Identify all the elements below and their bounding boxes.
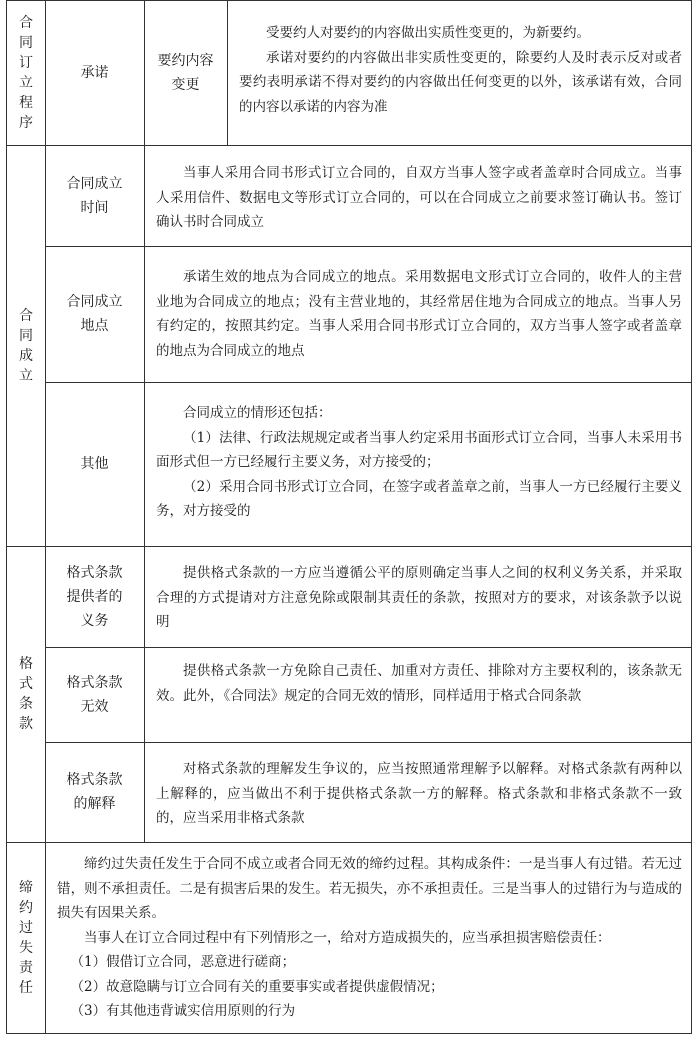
row-label-invalid bbox=[45, 647, 144, 742]
row-label-other: 其他 bbox=[80, 456, 109, 472]
row-label-text: 格式条款提供者的义务 bbox=[66, 564, 123, 629]
content-duty bbox=[144, 561, 691, 635]
row-label-text: 合同成立地点 bbox=[66, 294, 123, 334]
content-time bbox=[144, 161, 691, 235]
row-label-duty bbox=[45, 546, 144, 647]
section-label-text: 缔约过失责任 bbox=[19, 879, 33, 996]
content-invalid bbox=[144, 659, 691, 708]
paragraph: 提供格式条款一方免除自己责任、加重对方责任、排除对方主要权利的，该条款无效。此外，《合同法》规定的合同无效的情形，同样适用于格式合同条款 bbox=[156, 663, 682, 704]
contract-law-table bbox=[6, 0, 692, 1034]
paragraph: 当事人在订立合同过程中有下列情形之一，给对方造成损失的，应当承担损害赔偿责任： bbox=[84, 929, 611, 946]
row-label-time bbox=[45, 145, 144, 246]
paragraph: 承诺对要约的内容做出非实质性变更的，除要约人及时表示反对或者要约表明承诺不得对要约的内容做出任何变更的以外，该承诺有效，合同的内容以承诺的内容为准 bbox=[239, 49, 682, 115]
list-item: （3）有其他违背诚实信用原则的行为 bbox=[70, 1003, 296, 1019]
paragraph: （1）法律、行政法规规定或者当事人约定采用书面形式订立合同，当事人未采用书面形式但一方已经履行主要义务，对方接受的； bbox=[156, 429, 682, 470]
section-label-text: 合同订立程序 bbox=[19, 15, 33, 131]
section-label-establishment bbox=[7, 145, 45, 546]
row-label-text: 合同成立时间 bbox=[66, 175, 123, 216]
row-label-text: 格式条款无效 bbox=[66, 674, 123, 715]
section-label-formation bbox=[7, 1, 45, 145]
content-other bbox=[144, 401, 691, 524]
paragraph: 承诺生效的地点为合同成立的地点。采用数据电文形式订立合同的，收件人的主营业地为合同成立的地点；没有主营业地的，其经常居住地为合同成立的地点。当事人另有约定的，按照其约定。当事人采用合同书形式订立合同的，双方当事人签字或者盖章的地点为合同成立的地点 bbox=[156, 269, 682, 359]
content-culpa bbox=[45, 852, 691, 1024]
paragraph: 提供格式条款的一方应当遵循公平的原则确定当事人之间的权利义务关系，并采取合理的方式提请对方注意免除或限制其责任的条款，按照对方的要求，对该条款予以说明 bbox=[156, 565, 682, 630]
paragraph: 缔约过失责任发生于合同不成立或者合同无效的缔约过程。其构成条件：一是当事人有过错。若无过错，则不承担责任。二是有损害后果的发生。若无损失，亦不承担责任。三是当事人的过错行为与造成的损失有因果关系。 bbox=[57, 856, 682, 921]
row-label-interpretation bbox=[45, 742, 144, 842]
paragraph: 当事人采用合同书形式订立合同的，自双方当事人签字或者盖章时合同成立。当事人采用信件、数据电文等形式订立合同的，可以在合同成立之前要求签订确认书。签订确认书时合同成立 bbox=[156, 165, 682, 230]
paragraph: 受要约人对要约的内容做出实质性变更的，为新要约。 bbox=[266, 25, 590, 41]
section-label-standard-terms bbox=[7, 546, 45, 842]
paragraph: （2）采用合同书形式订立合同，在签字或者盖章之前，当事人一方已经履行主要义务，对方接受的 bbox=[156, 478, 682, 519]
content-interpretation bbox=[144, 757, 691, 831]
row-label-place bbox=[45, 246, 144, 382]
list-item: （2）故意隐瞒与订立合同有关的重要事实或者提供虚假情况； bbox=[70, 978, 444, 995]
paragraph: 对格式条款的理解发生争议的，应当按照通常理解予以解释。对格式条款有两种以上解释的，应当做出不利于提供格式条款一方的解释。格式条款和非格式条款不一致的，应当采用非格式条款 bbox=[156, 761, 682, 826]
section-label-culpa bbox=[7, 842, 45, 1033]
content-place bbox=[144, 265, 691, 363]
content-acceptance bbox=[227, 21, 691, 119]
row-sublabel-offer-change bbox=[144, 1, 227, 145]
paragraph: 合同成立的情形还包括： bbox=[183, 405, 332, 421]
row-sublabel-text: 要约内容变更 bbox=[157, 53, 214, 93]
row-label-acceptance: 承诺 bbox=[80, 65, 109, 81]
section-label-text: 合同成立 bbox=[19, 307, 33, 384]
list-item: （1）假借订立合同，恶意进行磋商； bbox=[70, 954, 296, 970]
section-label-text: 格式条款 bbox=[19, 656, 33, 732]
row-label-text: 格式条款的解释 bbox=[66, 772, 123, 812]
divider bbox=[7, 842, 691, 843]
